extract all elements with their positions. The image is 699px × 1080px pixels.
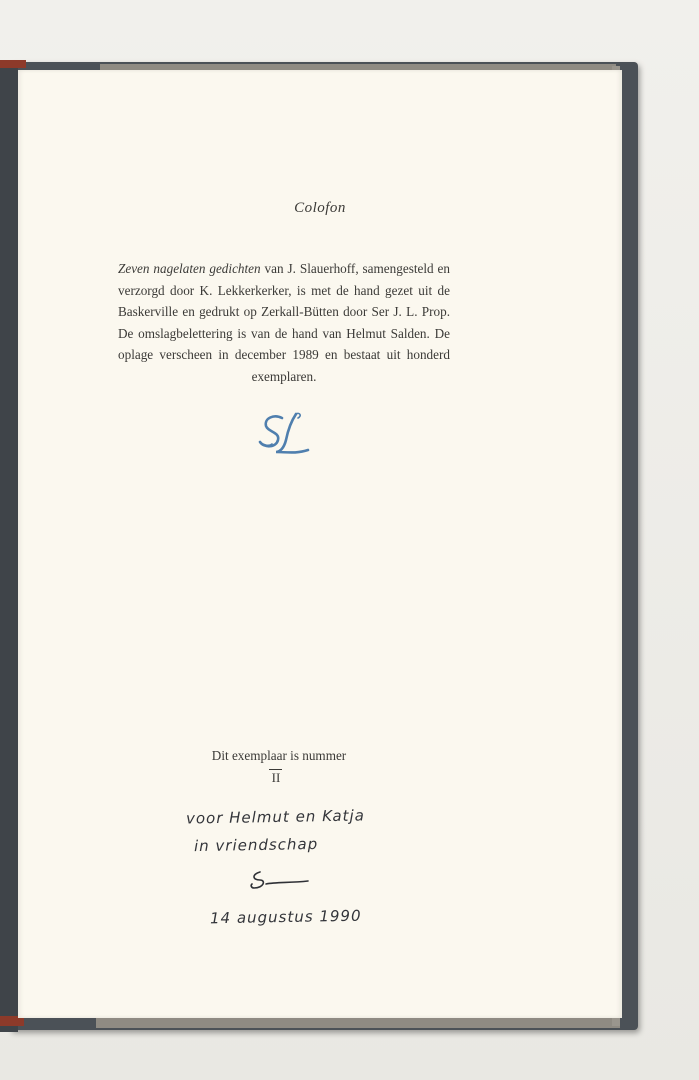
copy-number-label: Dit exemplaar is nummer — [211, 748, 347, 763]
sl-monogram-logo — [256, 410, 312, 460]
inscription-line-1: voor Helmut en Katja — [185, 806, 366, 828]
copy-number: II — [271, 770, 281, 785]
book-spine — [0, 60, 18, 1032]
inscription-line-2: in vriendschap — [193, 834, 319, 856]
headband-top — [0, 60, 26, 68]
colophon-page — [18, 70, 622, 1018]
colophon-body: van J. Slauerhoff, samengesteld en verzorgd door K. Lekkerkerker, is met de hand gezet uit de Baskerville en gedrukt op Zerkall-Bütten door Ser J. L. Prop. De omslagbelettering is van de hand van Helmut Salden. De oplage verscheen in december 1989 en bestaat uit honderd exemplaren. — [118, 261, 450, 384]
handwritten-signature — [246, 866, 318, 896]
colophon-heading: Colofon — [294, 200, 346, 216]
book-title: Zeven nagelaten gedichten — [118, 261, 261, 276]
inscription-date: 14 augustus 1990 — [209, 906, 362, 928]
cover-edge-bottom — [96, 1018, 620, 1028]
colophon-text — [118, 258, 450, 387]
